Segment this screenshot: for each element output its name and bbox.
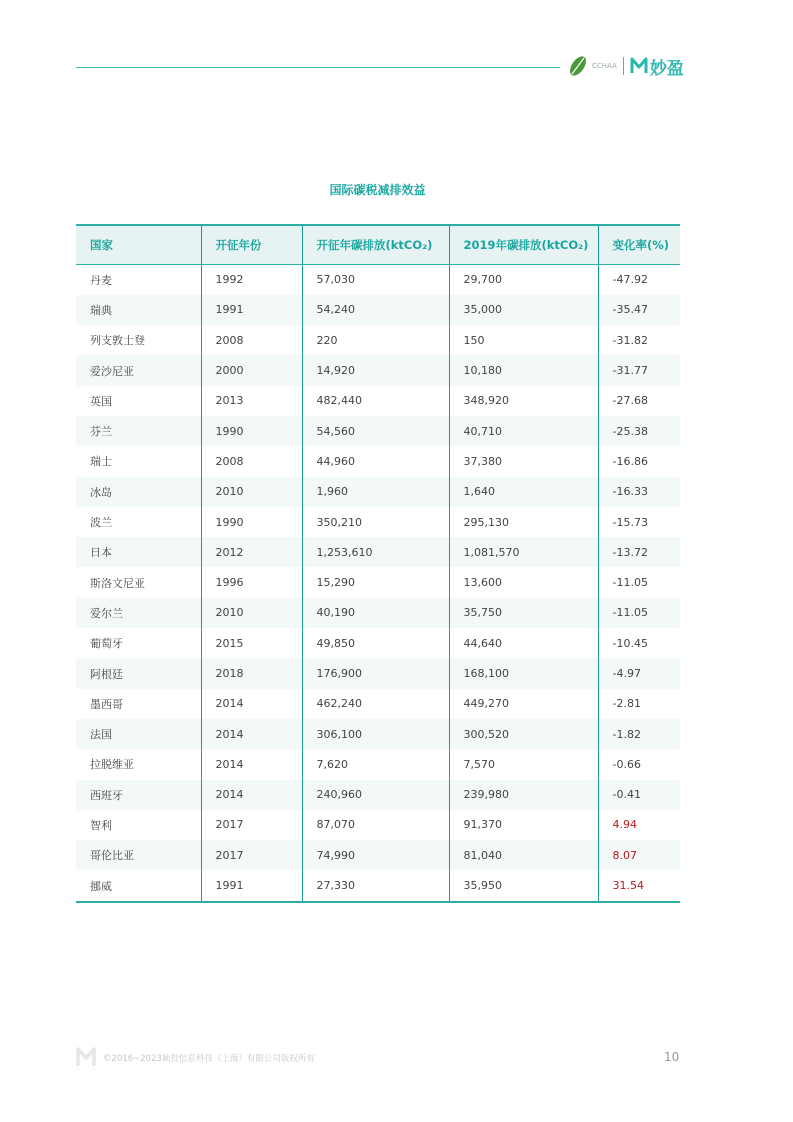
- cell-change-rate: 4.94: [612, 818, 637, 832]
- header-start-year: 开征年份: [201, 225, 302, 264]
- cell-start-year: 2008: [201, 446, 302, 476]
- cell-country: 芬兰: [76, 416, 201, 446]
- table-row: [76, 416, 680, 446]
- cell-emission-2019: 10,180: [449, 355, 598, 385]
- cell-country: 波兰: [76, 507, 201, 537]
- cell-start-year: 2010: [201, 598, 302, 628]
- cell-emission-2019: 35,000: [449, 295, 598, 325]
- header-country: 国家: [76, 225, 201, 264]
- cell-start-year: 1991: [201, 295, 302, 325]
- cell-country: 英国: [76, 386, 201, 416]
- cell-change-rate: 8.07: [598, 840, 680, 870]
- table-row: [76, 386, 680, 416]
- cell-change-rate: -10.45: [612, 636, 648, 650]
- table-row: [76, 295, 680, 325]
- cell-country: 列支敦士登: [76, 325, 201, 355]
- cell-start-emission: 40,190: [302, 598, 449, 628]
- table-row: [76, 870, 680, 901]
- cell-country: 智利: [76, 810, 201, 840]
- cell-country: 葡萄牙: [76, 628, 201, 658]
- cell-emission-2019: 239,980: [449, 780, 598, 810]
- cell-change-rate: -13.72: [598, 537, 680, 567]
- cell-start-year: 1996: [201, 567, 302, 597]
- cell-start-year: 2010: [201, 477, 302, 507]
- cell-start-emission: 15,290: [302, 567, 449, 597]
- header-change-rate: 变化率(%): [598, 225, 680, 264]
- cell-change-rate: -47.92: [612, 273, 648, 287]
- cell-emission-2019: 1,081,570: [449, 537, 598, 567]
- table-row: [76, 810, 680, 840]
- cell-change-rate: -27.68: [612, 394, 648, 408]
- cell-start-year: 2014: [201, 780, 302, 810]
- cell-change-rate: -35.47: [598, 295, 680, 325]
- cell-emission-2019: 300,520: [449, 719, 598, 749]
- table-row: [76, 446, 680, 476]
- cell-start-year: 2014: [201, 719, 302, 749]
- table-row: [76, 719, 680, 749]
- cell-start-year: 2013: [201, 386, 302, 416]
- cell-country: 瑞士: [76, 446, 201, 476]
- cell-emission-2019: 40,710: [449, 416, 598, 446]
- cell-emission-2019: 44,640: [449, 628, 598, 658]
- table-row: [76, 264, 680, 295]
- cell-start-emission: 74,990: [302, 840, 449, 870]
- table-row: [76, 355, 680, 385]
- cell-emission-2019: 37,380: [449, 446, 598, 476]
- table-row: [76, 325, 680, 355]
- table-body: [76, 264, 680, 902]
- header-2019-emission: 2019年碳排放(ktCO₂): [449, 225, 598, 264]
- cell-emission-2019: 29,700: [449, 264, 598, 295]
- cell-start-year: 1992: [201, 264, 302, 295]
- cell-country: 挪威: [76, 870, 201, 901]
- brand-name: 妙盈: [649, 58, 684, 79]
- cell-start-emission: 54,560: [302, 416, 449, 446]
- table-row: [76, 658, 680, 688]
- cell-emission-2019: 35,950: [449, 870, 598, 901]
- cell-start-emission: 54,240: [302, 295, 449, 325]
- cell-emission-2019: 1,640: [449, 477, 598, 507]
- cell-change-rate: -4.97: [598, 658, 680, 688]
- cell-emission-2019: 449,270: [449, 689, 598, 719]
- cell-start-emission: 27,330: [302, 870, 449, 901]
- cell-change-rate: -0.66: [612, 757, 641, 771]
- cell-start-emission: 49,850: [302, 628, 449, 658]
- cell-country: 西班牙: [76, 780, 201, 810]
- cell-country: 日本: [76, 537, 201, 567]
- cell-emission-2019: 150: [449, 325, 598, 355]
- carbon-tax-table: [76, 224, 680, 903]
- cell-start-year: 2018: [201, 658, 302, 688]
- cell-change-rate: -15.73: [612, 515, 648, 529]
- table-row: [76, 567, 680, 597]
- header-divider: [76, 67, 560, 68]
- cell-country: 法国: [76, 719, 201, 749]
- footer-m-logo-icon: [76, 1046, 96, 1068]
- table-row: [76, 689, 680, 719]
- table-row: [76, 537, 680, 567]
- table-row: [76, 840, 680, 870]
- cell-emission-2019: 168,100: [449, 658, 598, 688]
- cell-country: 墨西哥: [76, 689, 201, 719]
- cell-change-rate: 31.54: [598, 870, 680, 901]
- cell-start-year: 1990: [201, 416, 302, 446]
- table-row: [76, 780, 680, 810]
- cell-start-year: 2017: [201, 810, 302, 840]
- cell-start-emission: 14,920: [302, 355, 449, 385]
- cell-start-emission: 1,253,610: [302, 537, 449, 567]
- cell-start-year: 2012: [201, 537, 302, 567]
- copyright-text: ©2016~2023颖投信息科技（上海）有限公司版权所有: [103, 1054, 315, 1064]
- cell-country: 冰岛: [76, 477, 201, 507]
- cell-start-year: 2017: [201, 840, 302, 870]
- cell-emission-2019: 295,130: [449, 507, 598, 537]
- table-header-row: [76, 225, 680, 264]
- cell-country: 拉脱维亚: [76, 749, 201, 779]
- cell-start-emission: 57,030: [302, 264, 449, 295]
- page-number: 10: [664, 1050, 680, 1064]
- cell-emission-2019: 91,370: [449, 810, 598, 840]
- cell-change-rate: -2.81: [612, 697, 641, 711]
- cell-country: 斯洛文尼亚: [76, 567, 201, 597]
- cell-country: 阿根廷: [76, 658, 201, 688]
- cell-start-year: 2008: [201, 325, 302, 355]
- cell-start-year: 1991: [201, 870, 302, 901]
- cell-emission-2019: 35,750: [449, 598, 598, 628]
- table-row: [76, 477, 680, 507]
- cell-start-year: 2014: [201, 749, 302, 779]
- cchaa-leaf-logo-icon: [566, 54, 590, 78]
- cell-change-rate: -25.38: [598, 416, 680, 446]
- cell-country: 丹麦: [76, 264, 201, 295]
- cell-start-emission: 306,100: [302, 719, 449, 749]
- cell-country: 瑞典: [76, 295, 201, 325]
- cell-change-rate: -31.82: [612, 333, 648, 347]
- logo-separator: [623, 57, 624, 75]
- cell-country: 哥伦比亚: [76, 840, 201, 870]
- cell-start-year: 2015: [201, 628, 302, 658]
- cell-emission-2019: 348,920: [449, 386, 598, 416]
- cell-change-rate: -11.05: [598, 598, 680, 628]
- cell-start-emission: 1,960: [302, 477, 449, 507]
- cell-start-emission: 7,620: [302, 749, 449, 779]
- cell-start-emission: 44,960: [302, 446, 449, 476]
- cell-emission-2019: 81,040: [449, 840, 598, 870]
- cell-start-year: 1990: [201, 507, 302, 537]
- cell-change-rate: -16.33: [598, 477, 680, 507]
- cell-start-emission: 176,900: [302, 658, 449, 688]
- miaoying-m-logo-icon: [630, 57, 648, 75]
- cell-change-rate: -16.86: [612, 454, 648, 468]
- cell-start-emission: 240,960: [302, 780, 449, 810]
- cell-change-rate: -11.05: [612, 576, 648, 590]
- cell-country: 爱尔兰: [76, 598, 201, 628]
- cchaa-logo-text: CCHAA: [592, 62, 617, 70]
- cell-change-rate: -1.82: [598, 719, 680, 749]
- cell-emission-2019: 7,570: [449, 749, 598, 779]
- cell-start-year: 2000: [201, 355, 302, 385]
- cell-country: 爱沙尼亚: [76, 355, 201, 385]
- cell-emission-2019: 13,600: [449, 567, 598, 597]
- cell-start-year: 2014: [201, 689, 302, 719]
- cell-start-emission: 350,210: [302, 507, 449, 537]
- cell-change-rate: -0.41: [598, 780, 680, 810]
- header-logos: [566, 52, 684, 80]
- table-row: [76, 598, 680, 628]
- cell-start-emission: 87,070: [302, 810, 449, 840]
- table-row: [76, 628, 680, 658]
- cell-start-emission: 462,240: [302, 689, 449, 719]
- table-row: [76, 507, 680, 537]
- cell-start-emission: 482,440: [302, 386, 449, 416]
- cell-change-rate: -31.77: [598, 355, 680, 385]
- table-title: 国际碳税减排效益: [329, 183, 426, 197]
- cell-start-emission: 220: [302, 325, 449, 355]
- table-row: [76, 749, 680, 779]
- header-start-emission: 开征年碳排放(ktCO₂): [302, 225, 449, 264]
